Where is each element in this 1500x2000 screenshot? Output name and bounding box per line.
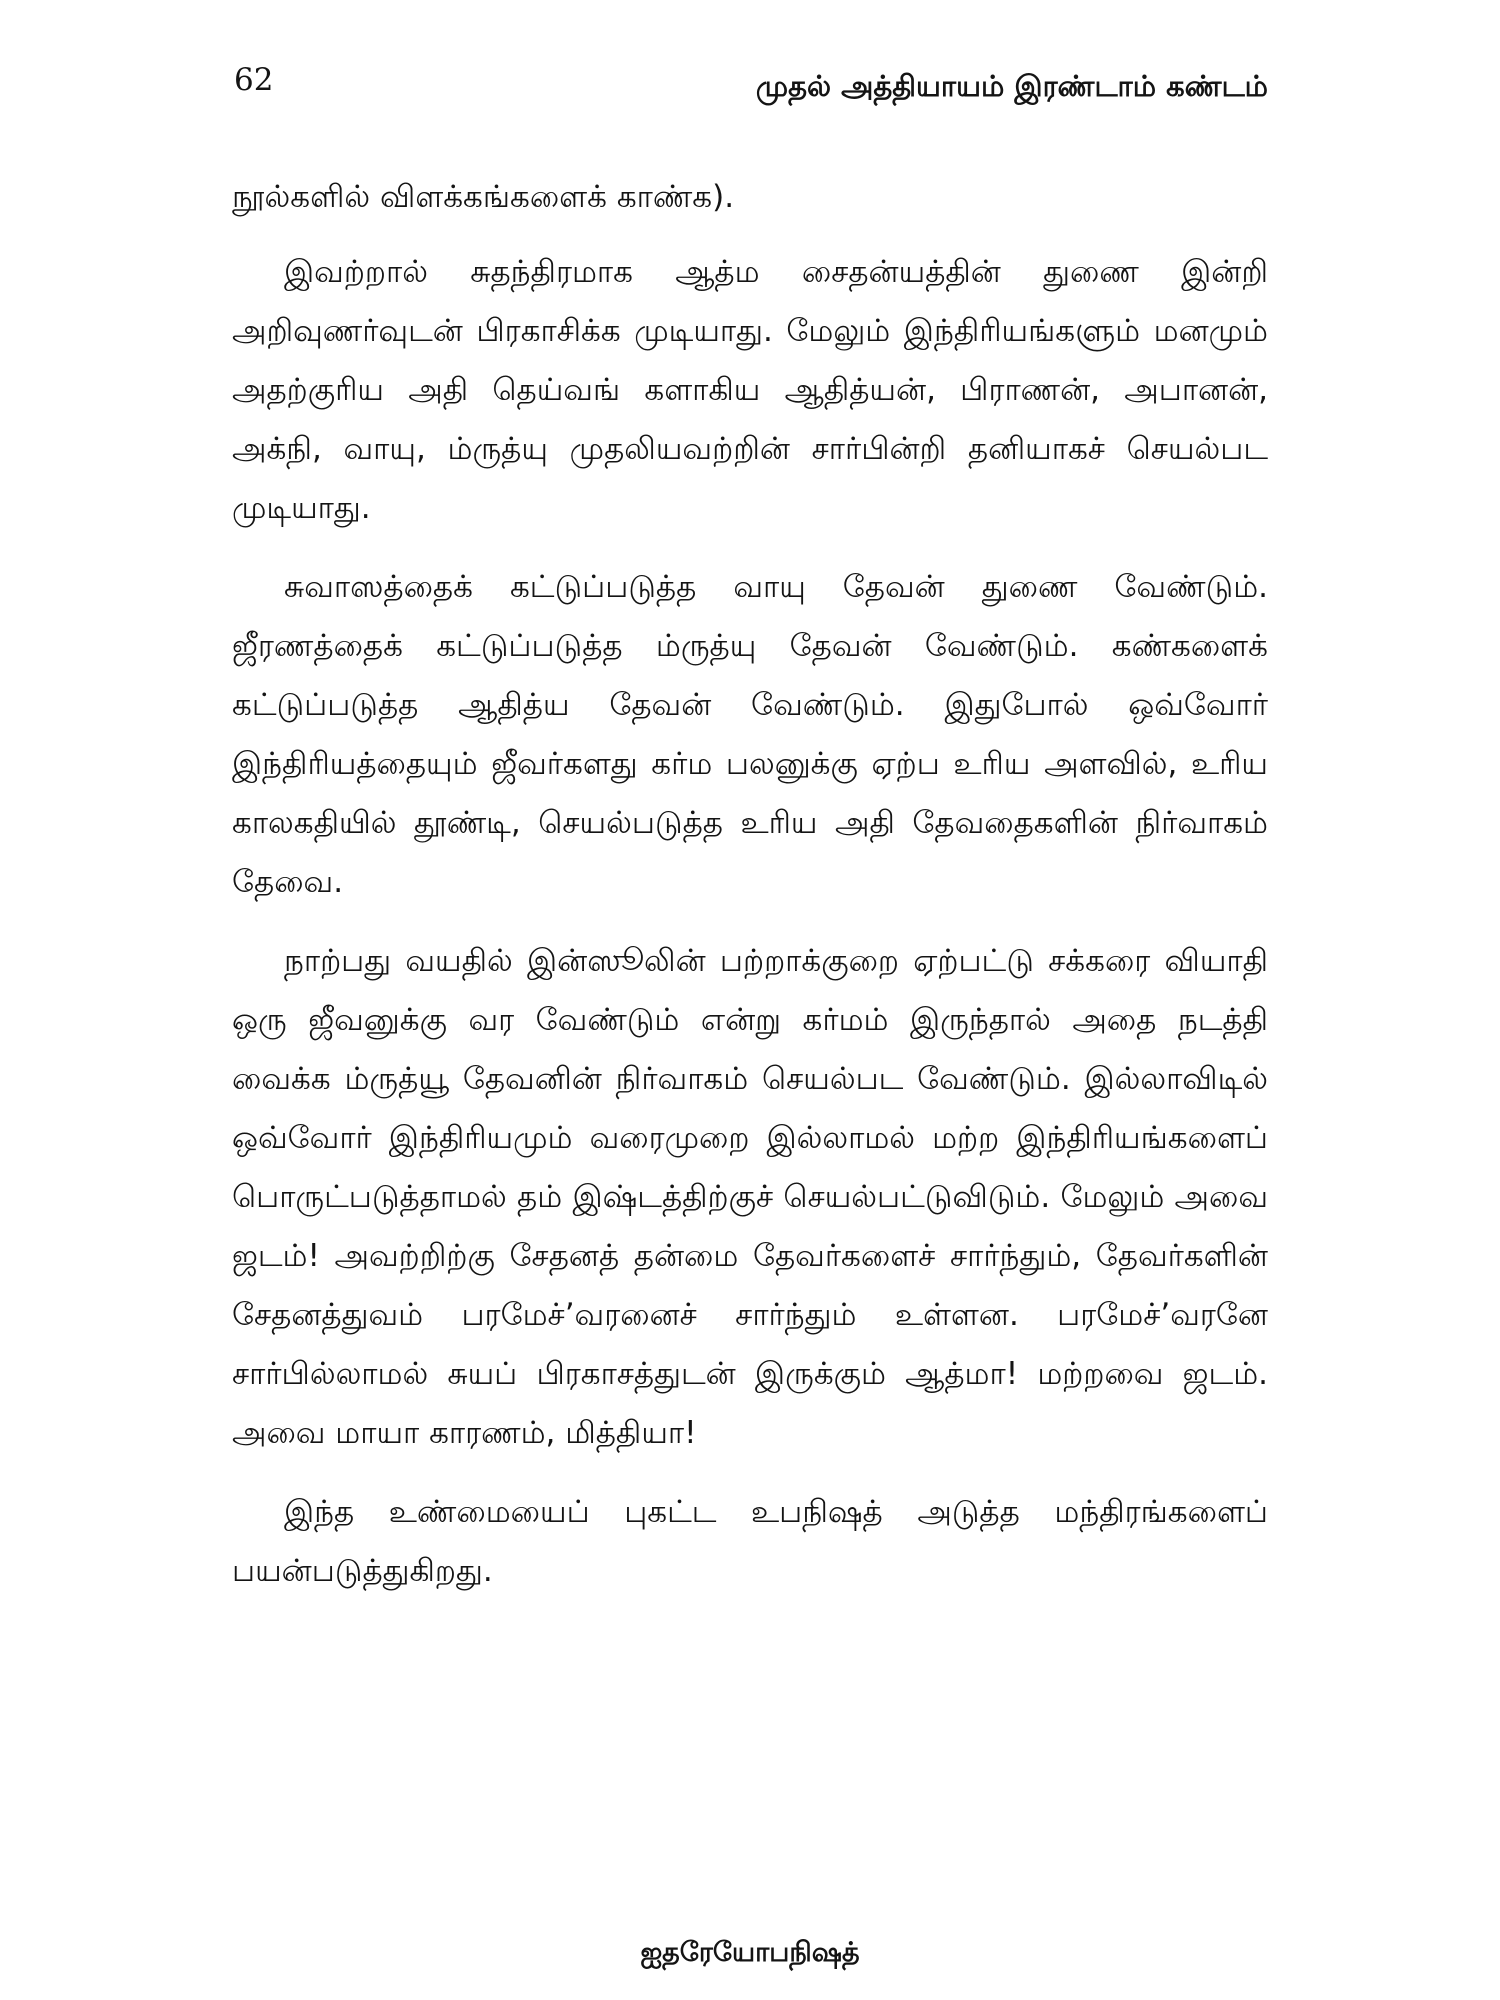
paragraph: சுவாஸத்தைக் கட்டுப்படுத்த வாயு தேவன் துணை வேண்டும். ஜீரணத்தைக் கட்டுப்படுத்த ம்ருத்யு தேவன் வேண்டும். கண்களைக் கட்டுப்படுத்த ஆதித்ய தேவன் வேண்டும். இதுபோல் ஒவ்வோர் இந்திரியத்தையும் ஜீவர்களது கர்ம பலனுக்கு ஏற்ப உரிய அளவில், உரிய காலகதியில் தூண்டி, செயல்படுத்த உரிய அதி தேவதைகளின் நிர்வாகம் தேவை. [232,569,1268,900]
page-footer: ஐதரேயோபநிஷத் [640,1937,860,1968]
paragraph: இந்த உண்மையைப் புகட்ட உபநிஷத் அடுத்த மந்திரங்களைப் பயன்படுத்துகிறது. [232,1494,1268,1589]
running-title: முதல் அத்தியாயம் இரண்டாம் கண்டம் [755,69,1268,103]
paragraph: நாற்பது வயதில் இன்ஸூலின் பற்றாக்குறை ஏற்பட்டு சக்கரை வியாதி ஒரு ஜீவனுக்கு வர வேண்டும் என்று கர்மம் இருந்தால் அதை நடத்தி வைக்க ம்ருத்யூ தேவனின் நிர்வாகம் செயல்பட வேண்டும். இல்லாவிடில் ஒவ்வோர் இந்திரியமும் வரைமுறை இல்லாமல் மற்ற இந்திரியங்களைப் பொருட்படுத்தாமல் தம் இஷ்டத்திற்குச் செயல்பட்டுவிடும். மேலும் அவை ஜடம்! அவற்றிற்கு சேதனத் தன்மை தேவர்களைச் சார்ந்தும், தேவர்களின் சேதனத்துவம் பரமேச்’வரனைச் சார்ந்தும் உள்ளன. பரமேச்’வரனே சார்பில்லாமல் சுயப் பிரகாசத்துடன் இருக்கும் ஆத்மா! மற்றவை ஜடம். அவை மாயா காரணம், மித்தியா! [232,943,1268,1451]
page-header [232,60,1268,120]
paragraph: இவற்றால் சுதந்திரமாக ஆத்ம சைதன்யத்தின் துணை இன்றி அறிவுணர்வுடன் பிரகாசிக்க முடியாது. மேலும் இந்திரியங்களும் மனமும் அதற்குரிய அதி தெய்வங் களாகிய ஆதித்யன், பிராணன், அபானன், அக்நி, வாயு, ம்ருத்யு முதலியவற்றின் சார்பின்றி தனியாகச் செயல்பட முடியாது. [232,254,1268,526]
page-body [232,168,1268,1621]
paragraph-continuation: நூல்களில் விளக்கங்களைக் காண்க). [232,179,735,215]
page-number: 62 [234,62,274,98]
